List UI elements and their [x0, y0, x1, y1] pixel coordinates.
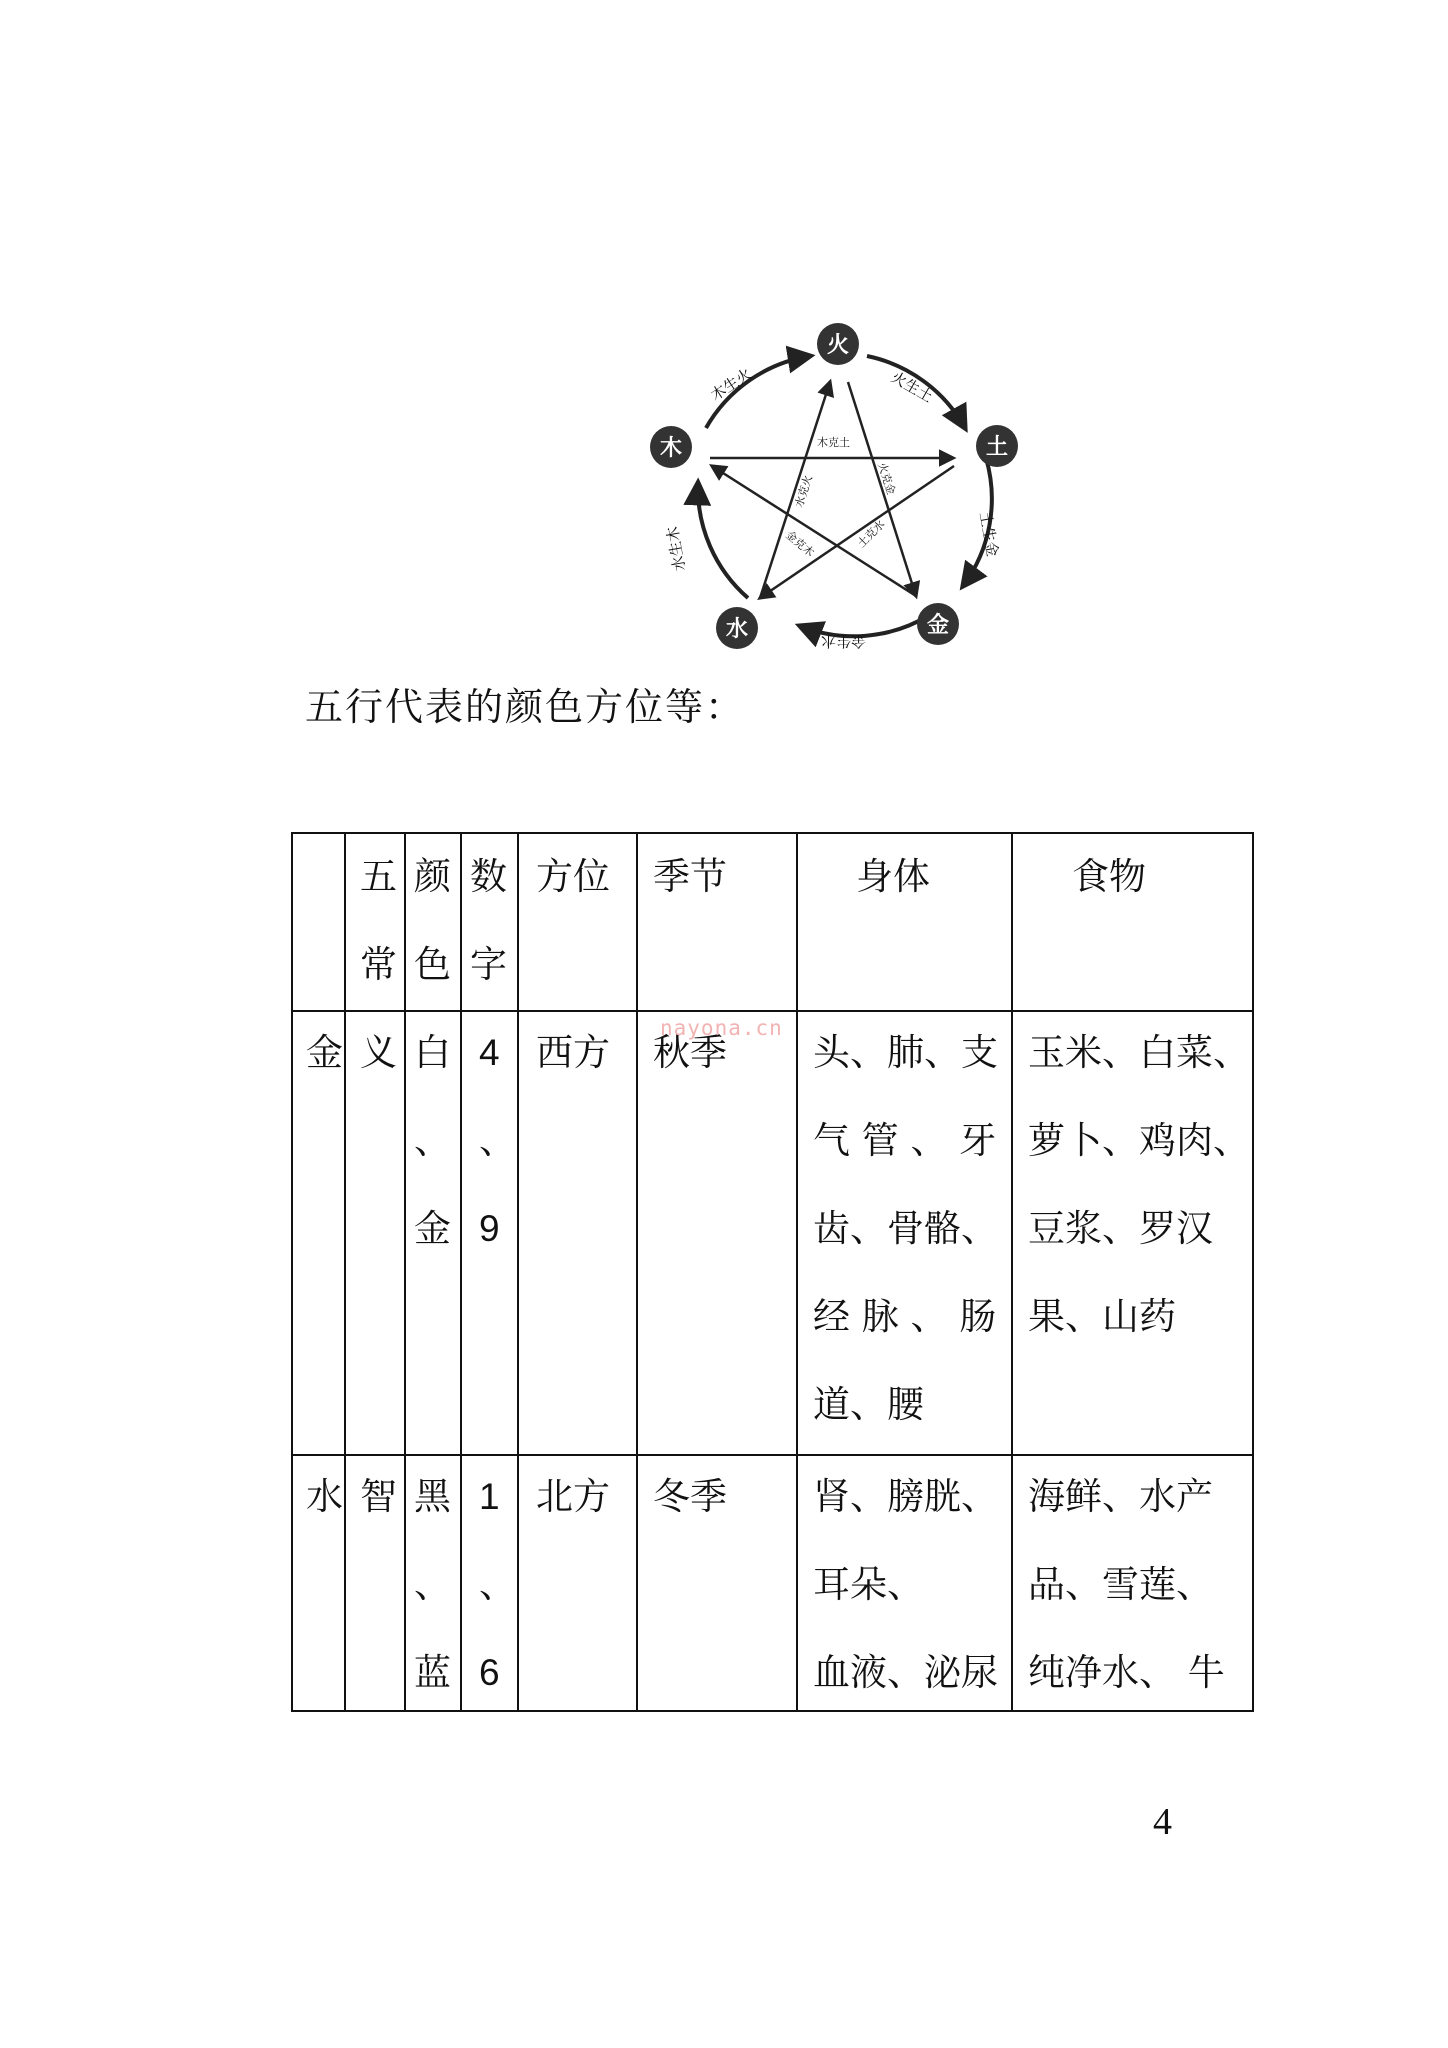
row-water-food — [1028, 1453, 1225, 1717]
row-water-virtue: 智 — [360, 1475, 397, 1518]
header-color-line: 颜 — [414, 855, 451, 898]
star-line-fire-metal — [848, 382, 916, 596]
row-water-direction: 北方 — [536, 1475, 610, 1518]
col-divider — [636, 834, 638, 1710]
node-water — [716, 607, 758, 649]
row-metal-food-line: 萝卜、鸡肉、 — [1028, 1119, 1250, 1162]
label-wood-over-earth: 木克土 — [817, 436, 850, 449]
row-water-food-line: 品、雪莲、 — [1028, 1563, 1213, 1606]
row-water-body — [813, 1453, 998, 1717]
row-metal-color-line: 金 — [414, 1207, 451, 1250]
header-direction: 方位 — [536, 855, 610, 898]
row-metal-body-line: 经 脉 、 肠 — [813, 1295, 997, 1338]
col-divider — [460, 834, 462, 1710]
node-earth-label: 土 — [985, 435, 1009, 460]
row-metal-number-line: 、 — [479, 1120, 516, 1161]
row-metal-food-line: 玉米、白菜、 — [1028, 1031, 1250, 1074]
node-fire-label: 火 — [826, 333, 850, 358]
row-metal-body-line: 气 管 、 牙 — [813, 1119, 997, 1162]
row-metal-color — [414, 1009, 451, 1273]
row-water-element: 水 — [306, 1475, 343, 1518]
node-earth — [976, 425, 1018, 467]
generating-cycle — [698, 356, 992, 636]
row-metal-body-line: 齿、骨骼、 — [813, 1207, 998, 1250]
header-body: 身体 — [856, 855, 930, 898]
row-water-number-line: 6 — [479, 1652, 500, 1693]
row-water-number — [479, 1453, 516, 1717]
row-water-body-line: 耳朵、 — [813, 1563, 924, 1606]
row-metal-body-line: 道、腰 — [813, 1383, 924, 1426]
header-virtue-line: 常 — [360, 943, 397, 986]
row-water-body-line: 肾、膀胱、 — [813, 1475, 998, 1518]
row-metal-direction: 西方 — [536, 1031, 610, 1074]
node-wood-label: 木 — [659, 436, 683, 461]
header-virtue-line: 五 — [360, 855, 397, 898]
header-virtue — [360, 833, 397, 1009]
row-metal-color-line: 白 — [414, 1031, 451, 1074]
node-wood — [650, 426, 692, 468]
row-metal-food — [1028, 1009, 1250, 1361]
row-water-food-line: 纯净水、 牛 — [1028, 1651, 1225, 1694]
label-earth-gen-metal: 土生金 — [976, 510, 1002, 559]
node-fire — [817, 323, 859, 365]
label-metal-gen-water: 金生水 — [820, 632, 866, 650]
header-number-line: 数 — [470, 855, 507, 898]
row-water-number-line: 1 — [479, 1476, 500, 1517]
col-divider — [517, 834, 519, 1710]
arc-water-wood — [698, 483, 748, 598]
row-water-color-line: 蓝 — [414, 1651, 451, 1694]
row-metal-body — [813, 1009, 998, 1449]
row-metal-number-line: 4 — [479, 1032, 500, 1073]
row-metal-color-line: 、 — [414, 1119, 451, 1162]
header-number-line: 字 — [470, 943, 507, 986]
label-fire-gen-earth: 火生土 — [888, 367, 936, 406]
label-water-gen-wood: 水生木 — [663, 524, 689, 573]
row-metal-virtue: 义 — [360, 1031, 397, 1074]
header-color-line: 色 — [414, 943, 451, 986]
label-metal-over-wood: 金克木 — [783, 528, 817, 560]
label-water-over-fire: 水克火 — [792, 473, 816, 509]
header-color — [414, 833, 451, 1009]
node-metal-label: 金 — [926, 613, 950, 638]
col-divider — [1011, 834, 1013, 1710]
node-metal — [917, 603, 959, 645]
row-water-color-line: 黑 — [414, 1475, 451, 1518]
wuxing-diagram — [640, 318, 1040, 663]
overcoming-star — [710, 382, 954, 598]
watermark: nayona.cn — [660, 1016, 783, 1040]
row-water-color — [414, 1453, 451, 1717]
row-metal-element: 金 — [306, 1031, 343, 1074]
row-water-season: 冬季 — [653, 1475, 727, 1518]
row-water-food-line: 海鲜、水产 — [1028, 1475, 1213, 1518]
row-metal-body-line: 头、肺、支 — [813, 1031, 998, 1074]
row-water-number-line: 、 — [479, 1564, 516, 1605]
row-metal-number-line: 9 — [479, 1208, 500, 1249]
row-metal-food-line: 豆浆、罗汉 — [1028, 1207, 1213, 1250]
page-number: 4 — [1153, 1801, 1172, 1843]
node-water-label: 水 — [725, 617, 749, 642]
row-water-body-line: 血液、泌尿 — [813, 1651, 998, 1694]
col-divider — [344, 834, 346, 1710]
row-water-color-line: 、 — [414, 1563, 451, 1606]
section-heading: 五行代表的颜色方位等： — [305, 685, 746, 729]
header-season: 季节 — [653, 855, 727, 898]
row-metal-number — [479, 1009, 516, 1273]
label-wood-gen-fire: 木生火 — [707, 364, 755, 405]
col-divider — [796, 834, 798, 1710]
wuxing-table — [291, 832, 1254, 1712]
row-metal-season: 秋季 — [653, 1031, 727, 1074]
label-fire-over-metal: 火克金 — [875, 460, 898, 497]
header-number — [470, 833, 507, 1009]
col-divider — [404, 834, 406, 1710]
header-food: 食物 — [1072, 855, 1146, 898]
label-earth-over-water: 土克水 — [854, 517, 888, 551]
row-metal-food-line: 果、山药 — [1028, 1295, 1176, 1338]
star-line-water-fire — [760, 382, 830, 598]
